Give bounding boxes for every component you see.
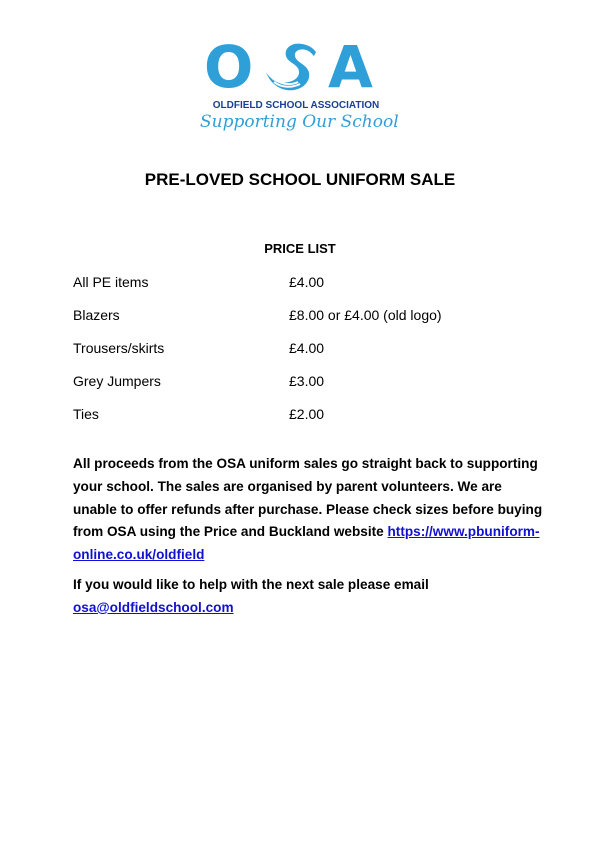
price-list-heading: PRICE LIST bbox=[264, 241, 336, 256]
uniform-website-link[interactable]: https://www.pbuniform-online.co.uk/oldfield bbox=[73, 524, 540, 563]
item-name: Trousers/skirts bbox=[73, 340, 165, 356]
price-row bbox=[73, 272, 533, 305]
swan-icon bbox=[262, 38, 320, 96]
logo-letter-a: A bbox=[328, 33, 374, 101]
item-price: £4.00 bbox=[289, 340, 325, 356]
email-link[interactable]: osa@oldfieldschool.com bbox=[73, 599, 234, 615]
page-title: PRE-LOVED SCHOOL UNIFORM SALE bbox=[144, 170, 456, 189]
logo-tagline: Supporting Our School bbox=[200, 112, 399, 132]
info-paragraph bbox=[73, 453, 543, 567]
item-price: £2.00 bbox=[289, 406, 325, 422]
item-name: Grey Jumpers bbox=[73, 373, 161, 389]
price-row bbox=[73, 338, 533, 371]
price-row bbox=[73, 404, 533, 437]
logo-organisation-name: OLDFIELD SCHOOL ASSOCIATION bbox=[212, 100, 380, 111]
price-row bbox=[73, 305, 533, 338]
help-paragraph bbox=[73, 574, 543, 620]
info-text: All proceeds from the OSA uniform sales go straight back to supporting your school. The sales are organised by parent volunteers. We are unable to offer refunds after purchase. Please check sizes before buying from OSA using the Price and Buckland website bbox=[73, 456, 543, 540]
item-price: £3.00 bbox=[289, 373, 325, 389]
logo-letter-o: O bbox=[204, 33, 255, 101]
item-name: All PE items bbox=[73, 274, 149, 290]
price-row bbox=[73, 371, 533, 404]
item-price: £4.00 bbox=[289, 274, 325, 290]
item-price: £8.00 or £4.00 (old logo) bbox=[289, 307, 442, 323]
item-name: Ties bbox=[73, 406, 99, 422]
help-text: If you would like to help with the next sale please email bbox=[73, 577, 429, 592]
item-name: Blazers bbox=[73, 307, 120, 323]
price-list bbox=[73, 272, 533, 437]
osa-logo bbox=[200, 33, 399, 140]
